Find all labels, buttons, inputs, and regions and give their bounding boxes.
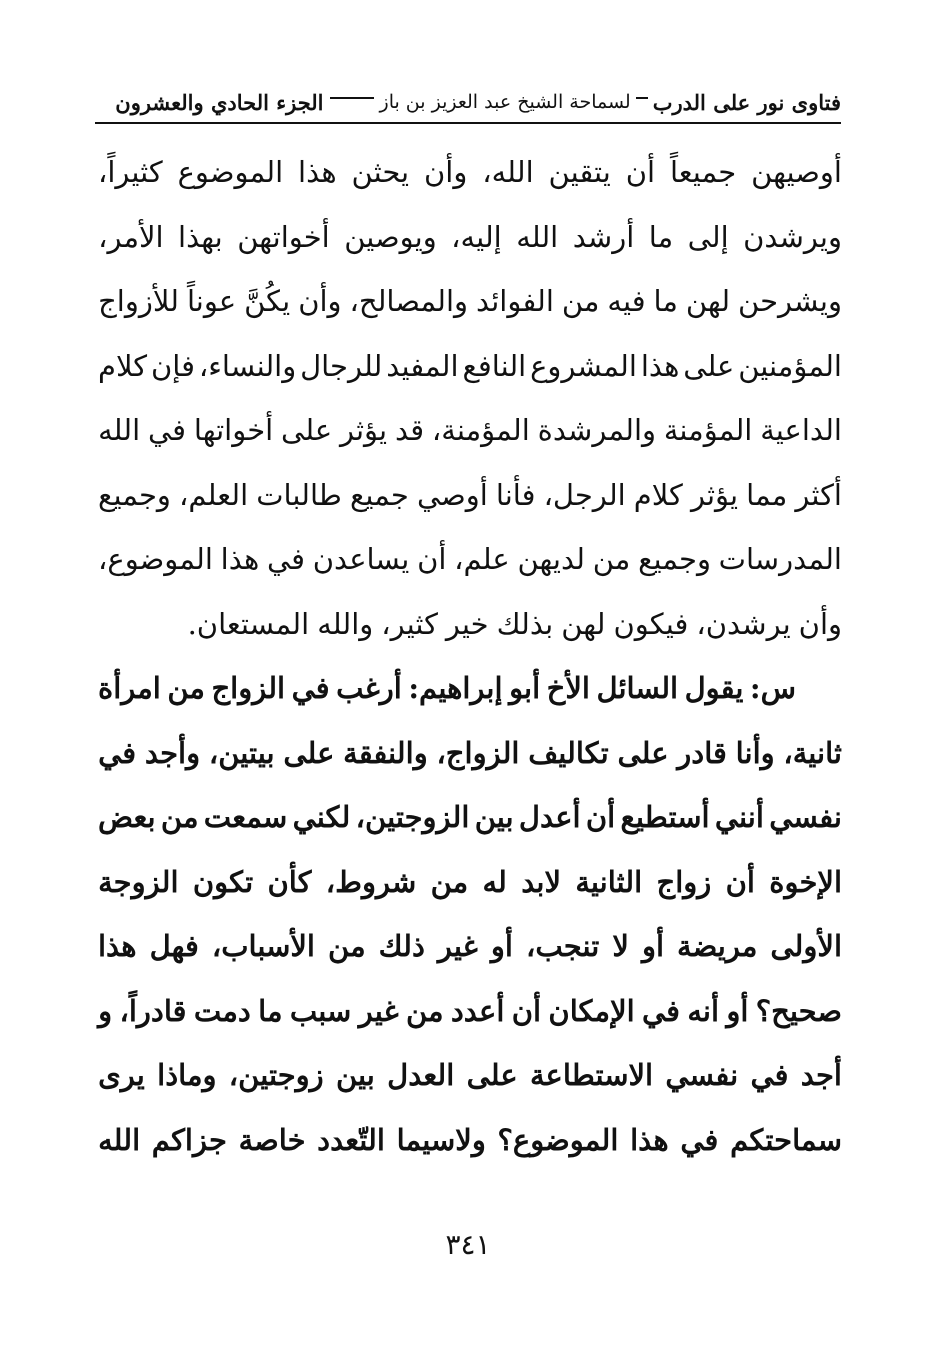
text-line: وأن يرشدن، فيكون لهن بذلك خير كثير، والله المستعان.: [187, 606, 842, 641]
page-number: ٣٤١: [445, 1228, 491, 1261]
question-paragraph: [98, 656, 842, 1172]
text-line: ويرشدن إلى ما أرشد الله إليه، ويوصين أخواتهن بهذا الأمر،: [98, 219, 842, 254]
text-line: الداعية المؤمنة والمرشدة المؤمنة، قد يؤثر على أخواتها في الله: [98, 413, 842, 447]
text-line: صحيح؟ أو أنه في الإمكان أن أعدد من غير سبب ما دمت قادراً، و: [98, 993, 842, 1028]
text-line: المدرسات وجميع من لديهن علم، أن يساعدن في هذا الموضوع،: [98, 542, 842, 576]
running-header: [95, 82, 841, 122]
text-line: أجد في نفسي الاستطاعة على العدل بين زوجتين، وماذا يرى: [98, 1058, 842, 1092]
answer-paragraph: [98, 140, 842, 656]
header-rule: [95, 122, 841, 124]
text-line: ويشرحن لهن ما فيه من الفوائد والمصالح، وأن يكُنَّ عوناً للأزواج: [98, 284, 842, 318]
body-text: [98, 140, 842, 1172]
text-line: أوصيهن جميعاً أن يتقين الله، وأن يحثن هذا الموضوع كثيراً،: [98, 155, 842, 189]
text-line: الأولى مريضة أو لا تنجب، أو غير ذلك من الأسباب، فهل هذا: [98, 929, 842, 963]
text-line: س: يقول السائل الأخ أبو إبراهيم: أرغب في الزواج من امرأة: [98, 671, 796, 705]
header-separator: [636, 97, 648, 99]
author-name: لسماحة الشيخ عبد العزيز بن باز: [379, 91, 631, 113]
header-separator: [330, 97, 374, 99]
series-title: فتاوى نور على الدرب: [652, 89, 841, 115]
volume-title: الجزء الحادي والعشرون: [115, 89, 324, 115]
text-line: ثانية، وأنا قادر على تكاليف الزواج، والنفقة على بيتين، وأجد في: [98, 735, 842, 770]
text-line: المؤمنين على هذا المشروع النافع المفيد للرجال والنساء، فإن كلام: [98, 348, 842, 383]
text-line: نفسي أنني أستطيع أن أعدل بين الزوجتين، لكني سمعت من بعض: [98, 800, 842, 834]
text-line: سماحتكم في هذا الموضوع؟ ولاسيما التّعدد خاصة جزاكم الله: [98, 1122, 842, 1157]
text-line: أكثر مما يؤثر كلام الرجل، فأنا أوصي جميع طالبات العلم، وجميع: [98, 477, 842, 512]
text-line: الإخوة أن زواج الثانية لابد له من شروط، كأن تكون الزوجة: [98, 864, 842, 899]
